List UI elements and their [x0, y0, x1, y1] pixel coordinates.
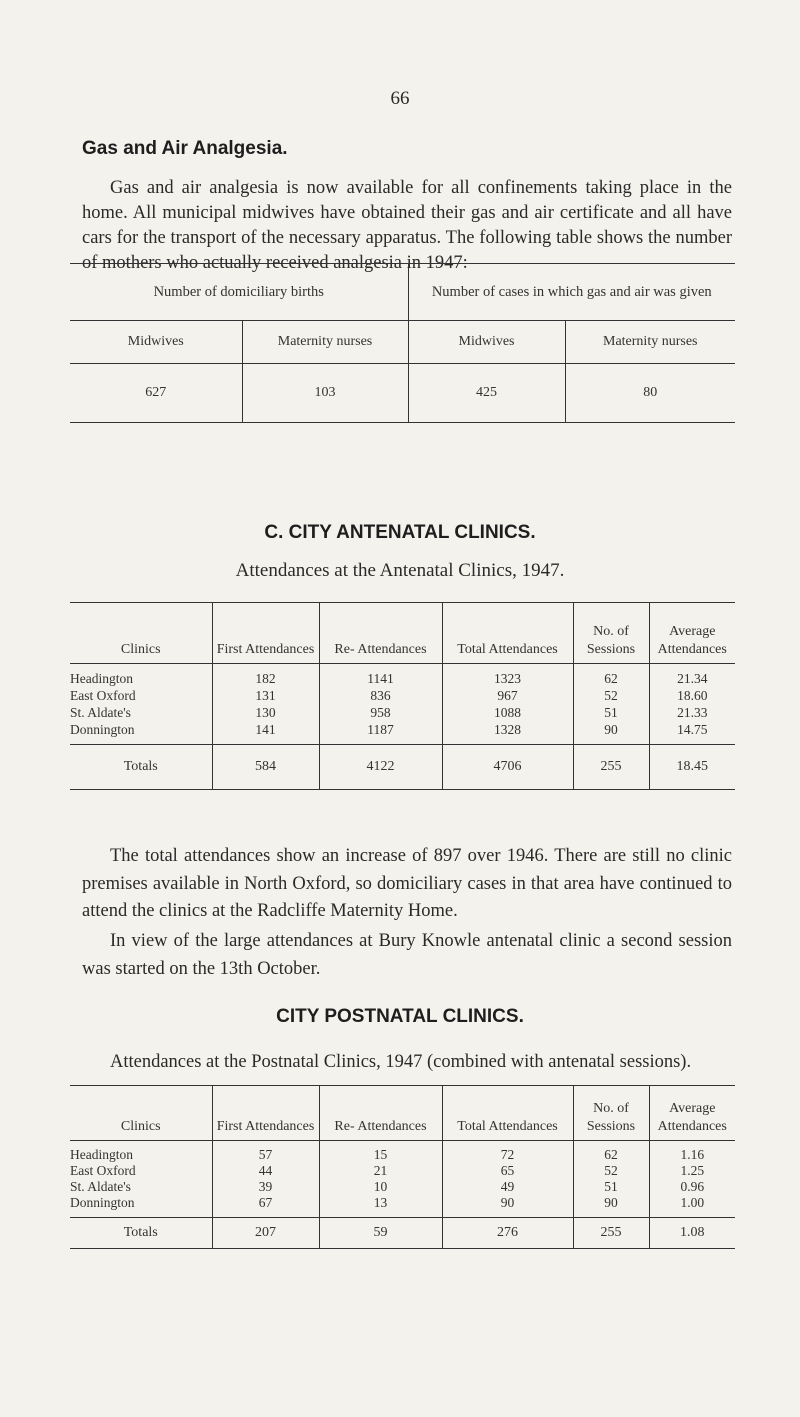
table-cell: 52 — [573, 687, 649, 704]
column-header: Average Attendances — [649, 1086, 735, 1141]
table-cell: 62 — [573, 1141, 649, 1164]
table-row — [70, 664, 735, 688]
table-cell: East Oxford — [70, 1163, 136, 1178]
table-cell: 255 — [573, 745, 649, 790]
table-row — [70, 1141, 735, 1164]
table-cell: 39 — [212, 1179, 319, 1195]
antenatal-paragraph-2: In view of the large attendances at Bury Knowle antenatal clinic a second session was started on the 13th October. — [82, 931, 732, 979]
table-cell: 65 — [442, 1163, 573, 1179]
table-cell: 1328 — [442, 721, 573, 745]
sub-header-midwives-gas: Midwives — [408, 321, 565, 364]
table-cell: St. Aldate's — [70, 705, 131, 720]
table-cell: 1.25 — [649, 1163, 735, 1179]
table-cell: 141 — [212, 721, 319, 745]
table-cell: 67 — [212, 1195, 319, 1218]
table-cell: 967 — [442, 687, 573, 704]
table-cell: 1.00 — [649, 1195, 735, 1218]
table-cell: 14.75 — [649, 721, 735, 745]
table-cell: 59 — [319, 1218, 442, 1249]
table-cell: 15 — [319, 1141, 442, 1164]
column-header: No. of Sessions — [573, 603, 649, 664]
antenatal-table — [70, 602, 735, 790]
sub-header-maternity-nurses-gas: Maternity nurses — [565, 321, 735, 364]
table-cell: 131 — [212, 687, 319, 704]
table-cell: 44 — [212, 1163, 319, 1179]
table-cell: 836 — [319, 687, 442, 704]
column-header: Clinics — [70, 603, 212, 664]
table-cell: 4706 — [442, 745, 573, 790]
table-cell: 0.96 — [649, 1179, 735, 1195]
column-header: Average Attendances — [649, 603, 735, 664]
postnatal-table — [70, 1085, 735, 1249]
sub-header-maternity-nurses: Maternity nurses — [242, 321, 408, 364]
table-row — [70, 1195, 735, 1218]
column-header: Re- Attendances — [319, 603, 442, 664]
table-cell: 1088 — [442, 704, 573, 721]
gas-air-paragraph: Gas and air analgesia is now available for all confinements taking place in the home. All municipal midwives have obtained their gas and air certificate and all have cars for the transport of the necessary apparatus. The following table shows the number of mothers who actually received analgesia in 1947:— — [82, 178, 732, 273]
table-cell: 72 — [442, 1141, 573, 1164]
table-cell: 425 — [408, 364, 565, 423]
table-cell: 103 — [242, 364, 408, 423]
column-header: Total Attendances — [442, 1086, 573, 1141]
column-header: Clinics — [70, 1086, 212, 1141]
column-header: First Attendances — [212, 603, 319, 664]
table-cell: 21.33 — [649, 704, 735, 721]
page-number: 66 — [390, 88, 410, 109]
sub-header-midwives: Midwives — [70, 321, 242, 364]
table-cell: 90 — [442, 1195, 573, 1218]
table-row — [70, 704, 735, 721]
table-cell: 49 — [442, 1179, 573, 1195]
gas-air-given-header: Number of cases in which gas and air was given — [408, 264, 735, 321]
table-cell: 90 — [573, 1195, 649, 1218]
table-cell: Donnington — [70, 722, 135, 737]
column-header: First Attendances — [212, 1086, 319, 1141]
table-cell: 62 — [573, 664, 649, 688]
column-header: Re- Attendances — [319, 1086, 442, 1141]
gas-air-heading: Gas and Air Analgesia. — [82, 138, 288, 159]
antenatal-paragraph-1: The total attendances show an increase of 897 over 1946. There are still no clinic premises available in North Oxford, so domiciliary cases in that area have continued to attend the clinics at the Radcliffe Maternity Home. — [82, 846, 732, 921]
table-cell: 52 — [573, 1163, 649, 1179]
postnatal-subheading: Attendances at the Postnatal Clinics, 1947 (combined with antenatal sessions). — [110, 1052, 692, 1072]
table-cell: 627 — [70, 364, 242, 423]
table-cell: 958 — [319, 704, 442, 721]
table-cell: 51 — [573, 704, 649, 721]
column-header: No. of Sessions — [573, 1086, 649, 1141]
table-cell: 182 — [212, 664, 319, 688]
postnatal-heading: CITY POSTNATAL CLINICS. — [276, 1006, 524, 1027]
table-row — [70, 1163, 735, 1179]
table-cell: 1187 — [319, 721, 442, 745]
table-cell: 18.60 — [649, 687, 735, 704]
table-cell: Totals — [70, 1218, 212, 1249]
table-cell: 207 — [212, 1218, 319, 1249]
table-cell: 255 — [573, 1218, 649, 1249]
table-cell: 13 — [319, 1195, 442, 1218]
column-header: Total Attendances — [442, 603, 573, 664]
table-row — [70, 1179, 735, 1195]
table-cell: 4122 — [319, 745, 442, 790]
gas-air-table — [70, 263, 735, 423]
table-cell: Headington — [70, 1147, 133, 1162]
table-cell: East Oxford — [70, 688, 136, 703]
totals-row — [70, 1218, 735, 1249]
table-row — [70, 687, 735, 704]
table-cell: 90 — [573, 721, 649, 745]
antenatal-heading: C. CITY ANTENATAL CLINICS. — [264, 522, 536, 543]
table-cell: 1141 — [319, 664, 442, 688]
table-cell: 80 — [565, 364, 735, 423]
table-cell: 57 — [212, 1141, 319, 1164]
table-cell: 1323 — [442, 664, 573, 688]
table-row — [70, 721, 735, 745]
table-cell: 18.45 — [649, 745, 735, 790]
table-cell: 51 — [573, 1179, 649, 1195]
antenatal-subheading: Attendances at the Antenatal Clinics, 1947. — [235, 560, 565, 581]
table-cell: Donnington — [70, 1195, 135, 1210]
table-cell: Totals — [70, 745, 212, 790]
totals-row — [70, 745, 735, 790]
table-cell: 276 — [442, 1218, 573, 1249]
domiciliary-births-header: Number of domiciliary births — [153, 284, 324, 300]
table-cell: 10 — [319, 1179, 442, 1195]
table-cell: 584 — [212, 745, 319, 790]
table-cell: 1.08 — [649, 1218, 735, 1249]
table-cell: 1.16 — [649, 1141, 735, 1164]
table-cell: 21 — [319, 1163, 442, 1179]
table-cell: St. Aldate's — [70, 1179, 131, 1194]
table-cell: Headington — [70, 671, 133, 686]
table-cell: 130 — [212, 704, 319, 721]
table-cell: 21.34 — [649, 664, 735, 688]
